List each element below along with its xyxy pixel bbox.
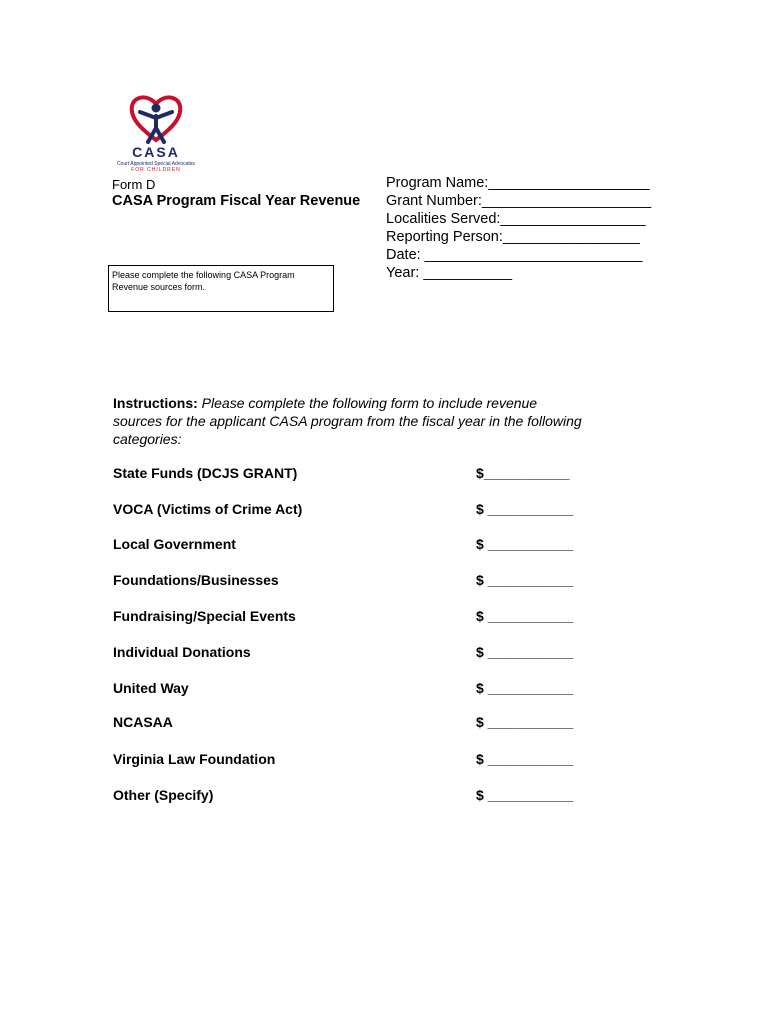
instructions: [113, 394, 583, 448]
logo-subtitle: FOR CHILDREN: [131, 167, 181, 173]
revenue-amount-field[interactable]: $___________: [476, 465, 570, 481]
casa-logo: [110, 90, 202, 178]
revenue-row: [113, 608, 613, 628]
revenue-label: State Funds (DCJS GRANT): [113, 465, 298, 481]
revenue-amount-field[interactable]: $ ___________: [476, 572, 574, 588]
revenue-row: [113, 680, 613, 700]
program-name-field[interactable]: Program Name:____________________: [386, 175, 650, 191]
reporting-person-field[interactable]: Reporting Person:_________________: [386, 229, 640, 245]
revenue-amount-field[interactable]: $ ___________: [476, 608, 574, 624]
logo-tagline: Court Appointed Special Advocates: [116, 161, 196, 167]
revenue-row: [113, 536, 613, 556]
revenue-label: VOCA (Victims of Crime Act): [113, 501, 303, 517]
localities-served-field[interactable]: Localities Served:__________________: [386, 211, 646, 227]
revenue-row: [113, 751, 613, 771]
grant-number-field[interactable]: Grant Number:_____________________: [386, 193, 652, 209]
revenue-label: Other (Specify): [113, 787, 214, 803]
note-box: [108, 265, 334, 312]
revenue-row: [113, 572, 613, 592]
revenue-amount-field[interactable]: $ ___________: [476, 787, 574, 803]
form-label: Form D: [112, 177, 156, 192]
revenue-label: Virginia Law Foundation: [113, 751, 276, 767]
revenue-row: [113, 714, 613, 734]
revenue-label: Local Government: [113, 536, 236, 552]
revenue-amount-field[interactable]: $ ___________: [476, 714, 574, 730]
instructions-lead: Instructions:: [113, 395, 198, 411]
revenue-amount-field[interactable]: $ ___________: [476, 680, 574, 696]
form-title: CASA Program Fiscal Year Revenue: [112, 193, 361, 209]
revenue-label: Individual Donations: [113, 644, 251, 660]
revenue-row: [113, 465, 613, 485]
instructions-text: Please complete the following form to include revenue sources for the applicant CASA program from the fiscal year in the following categories:: [113, 395, 582, 447]
revenue-amount-field[interactable]: $ ___________: [476, 501, 574, 517]
revenue-label: United Way: [113, 680, 189, 696]
revenue-amount-field[interactable]: $ ___________: [476, 536, 574, 552]
note-text: Please complete the following CASA Program Revenue sources form.: [112, 270, 295, 292]
date-field[interactable]: Date: ___________________________: [386, 247, 643, 263]
revenue-row: [113, 501, 613, 521]
revenue-row: [113, 644, 613, 664]
heart-figure-icon: [110, 90, 202, 146]
logo-wordmark: CASA: [132, 144, 180, 160]
revenue-amount-field[interactable]: $ ___________: [476, 751, 574, 767]
header-fields: [386, 174, 651, 282]
revenue-label: NCASAA: [113, 714, 173, 730]
year-field[interactable]: Year: ___________: [386, 265, 513, 281]
revenue-row: [113, 787, 613, 807]
revenue-label: Fundraising/Special Events: [113, 608, 296, 624]
revenue-label: Foundations/Businesses: [113, 572, 279, 588]
revenue-amount-field[interactable]: $ ___________: [476, 644, 574, 660]
